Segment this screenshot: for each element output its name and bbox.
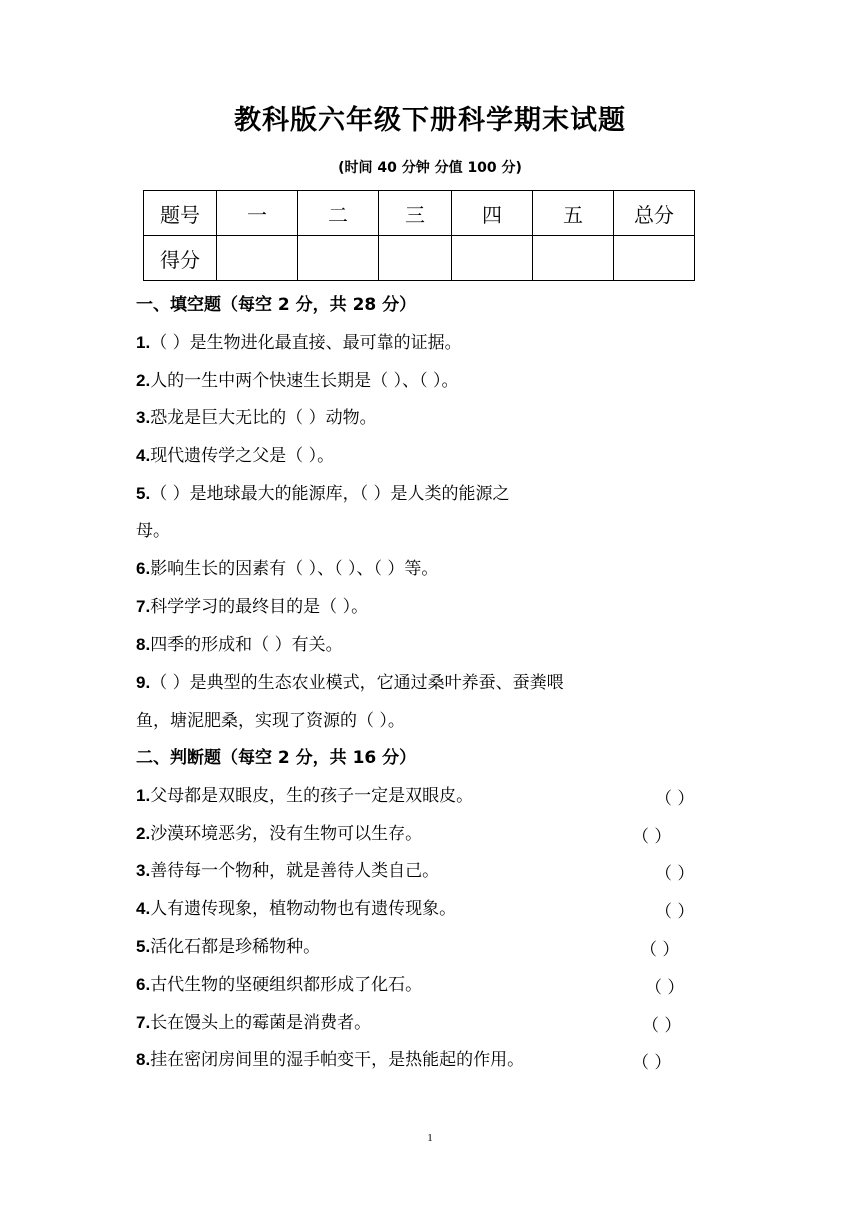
item-text: 善待每一个物种，就是善待人类自己。	[150, 861, 440, 881]
item-number: 2.	[136, 371, 151, 390]
score-header-cell: 四	[452, 191, 533, 236]
true-false-item	[136, 935, 320, 959]
score-cell[interactable]	[533, 236, 614, 281]
item-text: 人的一生中两个快速生长期是（ ）、（ ）。	[150, 371, 459, 391]
item-number: 1.	[136, 333, 151, 352]
page-number: 1	[427, 1132, 433, 1144]
true-false-item	[136, 859, 439, 883]
score-table-score-row	[144, 236, 695, 281]
item-number: 8.	[136, 635, 151, 654]
item-text: 影响生长的因素有（ ）、（ ）、（ ）等。	[150, 559, 439, 579]
page-title: 教科版六年级下册科学期末试题	[234, 105, 626, 136]
item-text: 挂在密闭房间里的湿手帕变干，是热能起的作用。	[150, 1050, 525, 1070]
fill-blank-item-continuation	[136, 709, 405, 733]
fill-blank-item-continuation	[136, 519, 170, 543]
item-text: （ ）是地球最大的能源库，（ ）是人类的能源之	[150, 484, 510, 504]
item-text: 活化石都是珍稀物种。	[150, 937, 321, 957]
answer-parentheses[interactable]: （ ）	[632, 1053, 672, 1073]
item-number: 5.	[136, 937, 151, 956]
item-number: 9.	[136, 673, 151, 692]
section2-heading: 二、判断题（每空 2 分，共 16 分）	[136, 748, 417, 768]
answer-parentheses[interactable]: （ ）	[632, 827, 672, 847]
item-text: （ ）是生物进化最直接、最可靠的证据。	[150, 333, 462, 353]
fill-blank-item	[136, 369, 459, 393]
item-number: 3.	[136, 408, 151, 427]
item-text: 古代生物的坚硬组织都形成了化石。	[150, 975, 423, 995]
answer-parentheses[interactable]: （ ）	[645, 978, 685, 998]
item-number: 2.	[136, 824, 151, 843]
item-number: 7.	[136, 1013, 151, 1032]
true-false-item	[136, 822, 422, 846]
score-cell[interactable]	[614, 236, 695, 281]
score-header-cell: 总分	[614, 191, 695, 236]
score-header-cell: 三	[379, 191, 452, 236]
item-text: 四季的形成和（ ）有关。	[150, 635, 343, 655]
answer-parentheses[interactable]: （ ）	[642, 1016, 682, 1036]
item-text: 人有遗传现象，植物动物也有遗传现象。	[150, 899, 457, 919]
score-header-cell: 二	[298, 191, 379, 236]
item-text: 母。	[136, 521, 170, 541]
item-text: 现代遗传学之父是（ ）。	[150, 446, 335, 466]
fill-blank-item	[136, 444, 334, 468]
score-header-cell: 题号	[144, 191, 217, 236]
item-text: 沙漠环境恶劣，没有生物可以生存。	[150, 824, 423, 844]
true-false-item	[136, 1011, 371, 1035]
fill-blank-item	[136, 595, 368, 619]
fill-blank-item	[136, 406, 377, 430]
score-table	[143, 190, 695, 281]
item-number: 8.	[136, 1050, 151, 1069]
item-text: 科学学习的最终目的是（ ）。	[150, 597, 369, 617]
item-number: 6.	[136, 975, 151, 994]
true-false-item	[136, 1048, 524, 1072]
item-number: 4.	[136, 899, 151, 918]
item-number: 5.	[136, 484, 151, 503]
score-row-label: 得分	[144, 236, 217, 281]
true-false-item	[136, 784, 473, 808]
item-number: 3.	[136, 861, 151, 880]
answer-parentheses[interactable]: （ ）	[655, 789, 695, 809]
score-header-cell: 一	[217, 191, 298, 236]
item-number: 6.	[136, 559, 151, 578]
answer-parentheses[interactable]: （ ）	[655, 902, 695, 922]
item-text: （ ）是典型的生态农业模式，它通过桑叶养蚕、蚕粪喂	[150, 673, 564, 693]
item-text: 父母都是双眼皮，生的孩子一定是双眼皮。	[150, 786, 474, 806]
score-header-cell: 五	[533, 191, 614, 236]
fill-blank-item	[136, 557, 438, 581]
fill-blank-item	[136, 482, 510, 506]
true-false-item	[136, 973, 422, 997]
page-subtitle: (时间 40 分钟 分值 100 分)	[338, 160, 522, 176]
item-number: 7.	[136, 597, 151, 616]
score-cell[interactable]	[298, 236, 379, 281]
fill-blank-item	[136, 671, 564, 695]
item-text: 鱼，塘泥肥桑，实现了资源的（ ）。	[136, 711, 405, 731]
score-table-header-row	[144, 191, 695, 236]
score-cell[interactable]	[217, 236, 298, 281]
score-cell[interactable]	[452, 236, 533, 281]
fill-blank-item	[136, 331, 462, 355]
score-cell[interactable]	[379, 236, 452, 281]
true-false-item	[136, 897, 456, 921]
fill-blank-item	[136, 633, 343, 657]
answer-parentheses[interactable]: （ ）	[640, 940, 680, 960]
item-text: 恐龙是巨大无比的（ ）动物。	[150, 408, 377, 428]
item-text: 长在馒头上的霉菌是消费者。	[150, 1013, 372, 1033]
answer-parentheses[interactable]: （ ）	[655, 864, 695, 884]
item-number: 1.	[136, 786, 151, 805]
item-number: 4.	[136, 446, 151, 465]
section1-heading: 一、填空题（每空 2 分，共 28 分）	[136, 295, 417, 315]
